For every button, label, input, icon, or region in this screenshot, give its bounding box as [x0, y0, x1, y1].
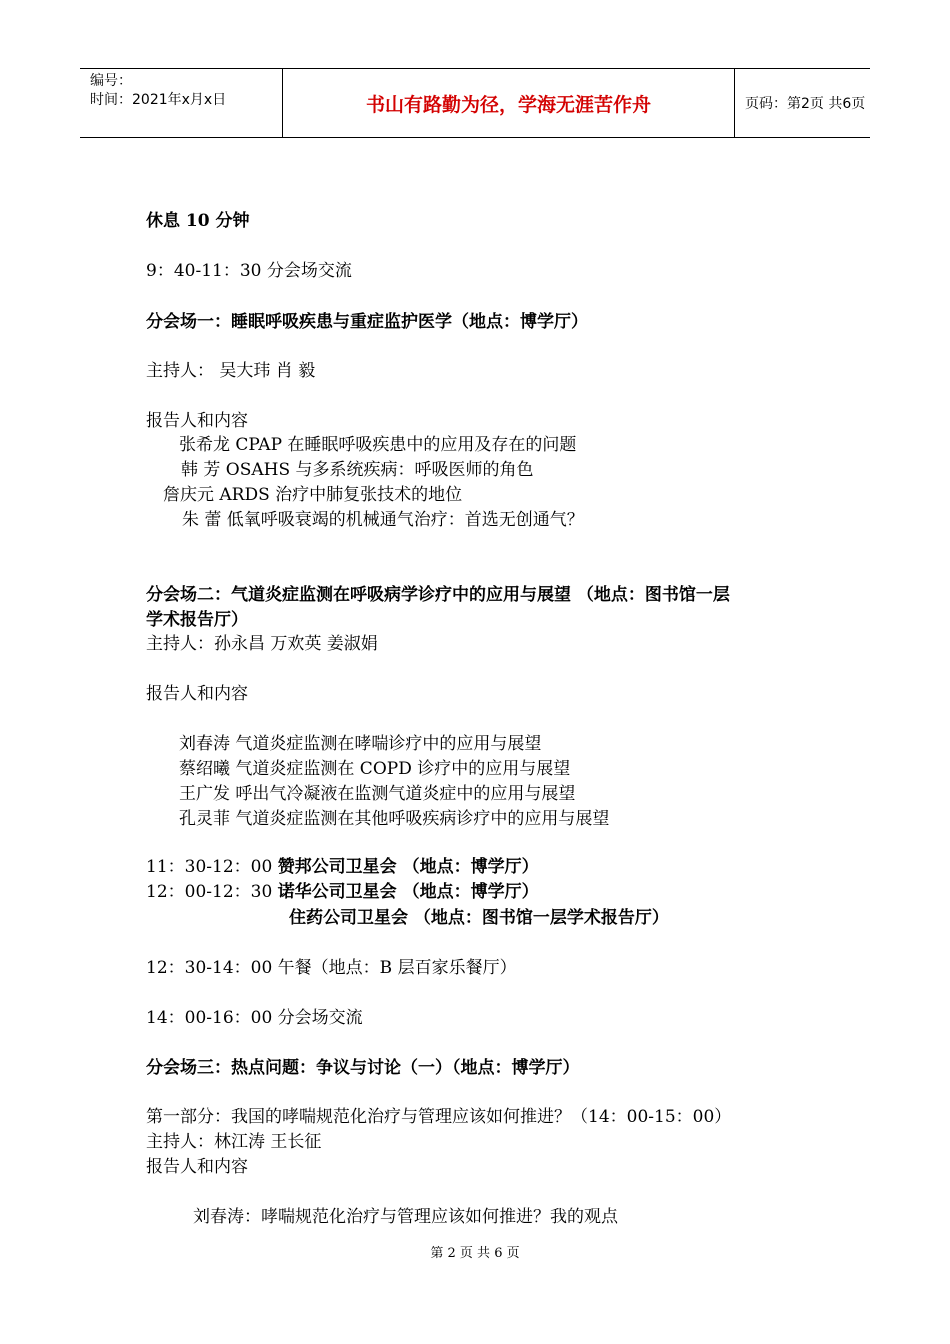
session-3-host: 主持人：林江涛 王长征 [146, 1132, 322, 1152]
session-3-report-1: 刘春涛：哮喘规范化治疗与管理应该如何推进？我的观点 [193, 1207, 618, 1227]
session-1-title: 分会场一：睡眠呼吸疾患与重症监护医学（地点：博学厅） [146, 312, 588, 332]
header-meta [80, 69, 282, 137]
satellite-3: 住药公司卫星会 （地点：图书馆一层学术报告厅） [289, 908, 669, 928]
session-2-title-line-2: 学术报告厅） [146, 610, 248, 630]
session-2-report-1: 刘春涛 气道炎症监测在哮喘诊疗中的应用与展望 [179, 734, 542, 754]
time-label: 时间：2021年x月x日 [90, 92, 227, 108]
session-2-reporters-heading: 报告人和内容 [146, 684, 248, 704]
satellite-2-time: 12：00-12：30 [146, 882, 278, 902]
time-slot-1 [146, 260, 352, 282]
lunch-line: 12：30-14：00 午餐（地点：B 层百家乐餐厅） [146, 958, 517, 978]
session-2-report-3: 王广发 呼出气冷凝液在监测气道炎症中的应用与展望 [179, 784, 576, 804]
header-motto: 书山有路勤为径，学海无涯苦作舟 [282, 69, 735, 137]
header-page-code: 页码：第2页 共6页 [745, 96, 866, 112]
session-1-report-3: 詹庆元 ARDS 治疗中肺复张技术的地位 [163, 485, 463, 505]
session-1-reporters-heading: 报告人和内容 [146, 411, 248, 431]
session-2-host: 主持人：孙永昌 万欢英 姜淑娟 [146, 634, 378, 654]
session-1-report-4: 朱 蕾 低氧呼吸衰竭的机械通气治疗：首选无创通气？ [182, 510, 584, 530]
time-slot-afternoon: 14：00-16：00 分会场交流 [146, 1008, 363, 1028]
satellite-2 [146, 881, 539, 903]
satellite-1-time: 11：30-12：00 [146, 857, 278, 877]
satellite-2-text: 诺华公司卫星会 （地点：博学厅） [277, 882, 539, 902]
number-label: 编号： [90, 73, 132, 89]
break-line: 休息 10 分钟 [146, 211, 250, 231]
satellite-1 [146, 856, 539, 878]
session-3-title: 分会场三：热点问题：争议与讨论（一）（地点：博学厅） [146, 1058, 580, 1078]
session-2-title-line-1: 分会场二：气道炎症监测在呼吸病学诊疗中的应用与展望 （地点：图书馆一层 [146, 585, 730, 605]
session-2-report-2: 蔡绍曦 气道炎症监测在 COPD 诊疗中的应用与展望 [179, 759, 571, 779]
session-1-report-2: 韩 芳 OSAHS 与多系统疾病：呼吸医师的角色 [181, 460, 534, 480]
satellite-1-text: 赞邦公司卫星会 （地点：博学厅） [277, 857, 539, 877]
session-1-report-1: 张希龙 CPAP 在睡眠呼吸疾患中的应用及存在的问题 [179, 435, 577, 455]
session-3-part-1: 第一部分：我国的哮喘规范化治疗与管理应该如何推进？（14：00-15：00） [146, 1107, 732, 1127]
page-header [80, 68, 870, 138]
time-slot-1-text: 9：40-11：30 分会场交流 [146, 261, 352, 281]
session-1-host: 主持人： 吴大玮 肖 毅 [146, 361, 316, 381]
page-footer: 第 2 页 共 6 页 [430, 1246, 520, 1261]
session-2-report-4: 孔灵菲 气道炎症监测在其他呼吸疾病诊疗中的应用与展望 [179, 809, 610, 829]
session-3-reporters-heading: 报告人和内容 [146, 1157, 248, 1177]
